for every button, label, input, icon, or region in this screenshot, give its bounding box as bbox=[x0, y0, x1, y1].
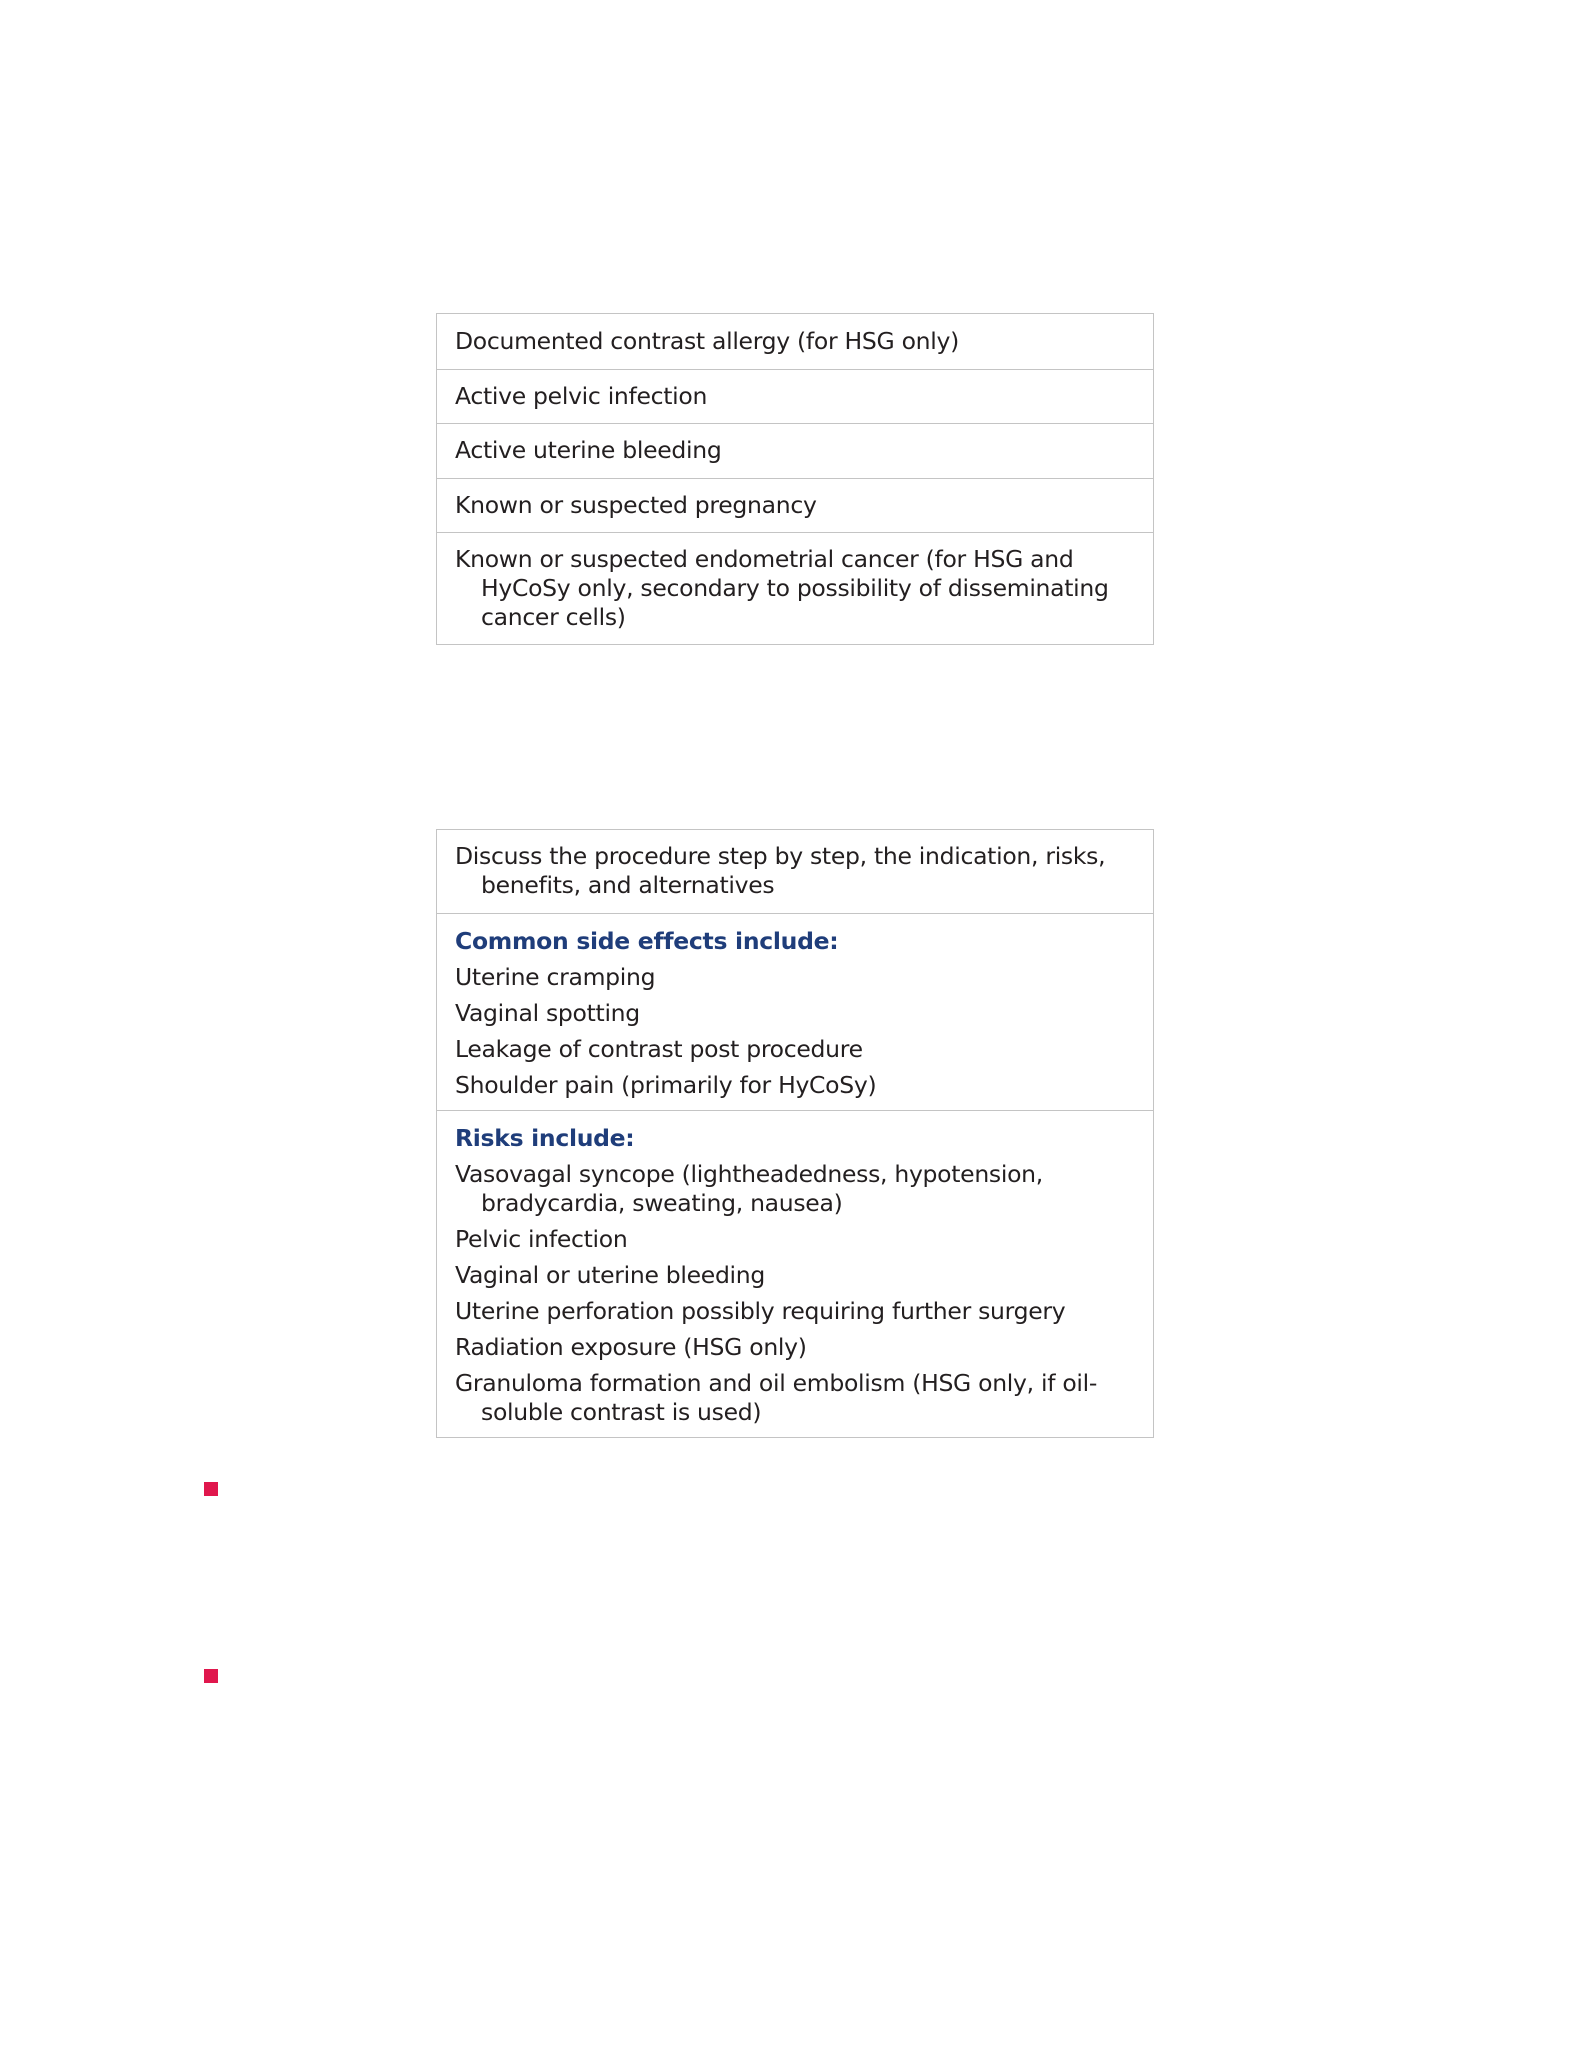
row-text: Active uterine bleeding bbox=[455, 436, 722, 465]
row-text: Known or suspected pregnancy bbox=[455, 490, 817, 519]
table-row bbox=[437, 478, 1153, 533]
list-item: Uterine cramping bbox=[455, 963, 656, 991]
list-item: Radiation exposure (HSG only) bbox=[455, 1333, 807, 1361]
list-item: Vaginal or uterine bleeding bbox=[455, 1261, 765, 1289]
row-text: Active pelvic infection bbox=[455, 381, 708, 410]
table-row bbox=[437, 314, 1153, 369]
list-item: Shoulder pain (primarily for HyCoSy) bbox=[455, 1071, 877, 1099]
side-effects-row bbox=[437, 913, 1153, 1110]
risks-heading: Risks include: bbox=[455, 1124, 635, 1152]
row-text: Known or suspected endometrial cancer (for HSG and HyCoSy only, secondary to possibility of disseminating cancer cells) bbox=[455, 545, 1109, 631]
consent-intro-text: Discuss the procedure step by step, the indication, risks, benefits, and alternatives bbox=[455, 842, 1106, 899]
consent-intro-row bbox=[437, 830, 1153, 913]
table-row bbox=[437, 532, 1153, 644]
list-item: Vasovagal syncope (lightheadedness, hypotension, bradycardia, sweating, nausea) bbox=[455, 1160, 1043, 1217]
row-text: Documented contrast allergy (for HSG only) bbox=[455, 326, 959, 355]
list-item: Uterine perforation possibly requiring further surgery bbox=[455, 1297, 1066, 1325]
list-item: Vaginal spotting bbox=[455, 999, 640, 1027]
list-item: Leakage of contrast post procedure bbox=[455, 1035, 863, 1063]
consent-table bbox=[436, 829, 1154, 1438]
list-item: Granuloma formation and oil embolism (HSG only, if oil-soluble contrast is used) bbox=[455, 1369, 1098, 1426]
side-effects-heading: Common side effects include: bbox=[455, 927, 839, 955]
bullet-square-icon bbox=[204, 1482, 218, 1496]
risks-row bbox=[437, 1110, 1153, 1437]
table-row bbox=[437, 369, 1153, 424]
bullet-square-icon bbox=[204, 1669, 218, 1683]
list-item: Pelvic infection bbox=[455, 1225, 628, 1253]
table-row bbox=[437, 423, 1153, 478]
contraindications-table bbox=[436, 313, 1154, 645]
